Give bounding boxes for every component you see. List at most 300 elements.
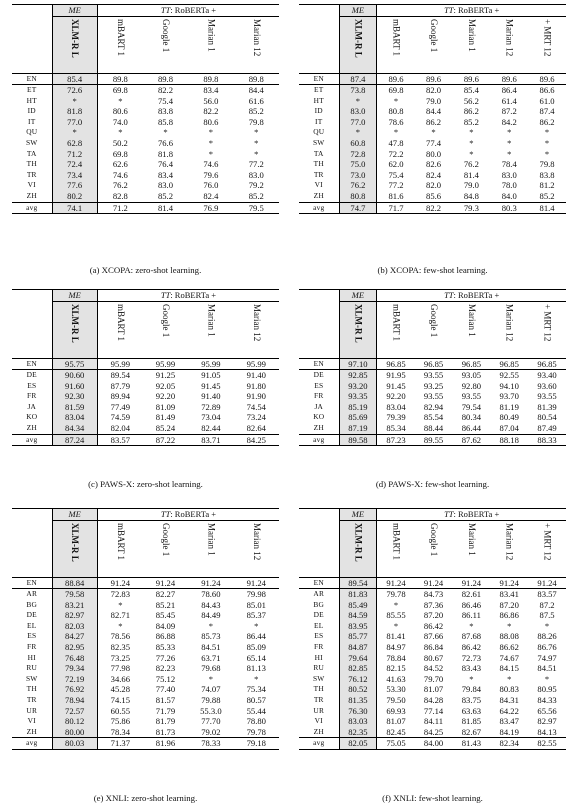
table-row xyxy=(12,73,279,85)
score-cell: 80.8 xyxy=(377,106,415,117)
score-cell: 91.24 xyxy=(188,577,233,589)
score-cell: 92.55 xyxy=(490,370,528,381)
score-cell: 85.6 xyxy=(426,191,442,202)
column-header xyxy=(234,521,279,578)
language-cell: UR xyxy=(313,705,325,715)
score-cell: 91.90 xyxy=(246,391,266,402)
score-cell: 91.24 xyxy=(415,577,453,589)
score-cell: 47.8 xyxy=(377,138,415,149)
table-row xyxy=(299,106,566,117)
header-tt xyxy=(377,290,566,302)
score-cell: 82.6 xyxy=(426,159,442,170)
average-cell: 79.5 xyxy=(234,202,279,214)
score-cell: 77.49 xyxy=(97,402,142,413)
language-cell: FR xyxy=(27,642,37,652)
score-cell: 53.30 xyxy=(377,684,415,695)
average-cell: 84.25 xyxy=(234,434,279,446)
score-cell: 85.49 xyxy=(339,600,377,611)
score-cell: 82.97 xyxy=(537,716,557,727)
score-cell: 94.10 xyxy=(499,380,519,391)
score-cell: 86.11 xyxy=(461,610,481,621)
score-cell: 89.8 xyxy=(188,73,233,85)
column-header-label: XLM-R L xyxy=(353,304,364,343)
average-cell: 87.62 xyxy=(452,434,490,446)
score-cell: 83.03 xyxy=(339,716,377,727)
average-cell: 80.03 xyxy=(52,738,97,750)
score-cell: 79.68 xyxy=(201,663,221,674)
score-cell: 63.71 xyxy=(201,652,221,663)
header-tt xyxy=(97,5,279,17)
average-cell: 88.18 xyxy=(490,434,528,446)
header-tt-label: TT xyxy=(160,509,171,519)
column-header xyxy=(188,521,233,578)
column-header xyxy=(234,17,279,74)
average-cell: 75.05 xyxy=(377,738,415,750)
table-row xyxy=(12,631,279,642)
score-cell: 72.6 xyxy=(52,85,97,96)
column-header-label: Marian 1 xyxy=(206,523,217,556)
score-cell: * xyxy=(254,138,259,149)
score-cell: 82.64 xyxy=(246,423,266,434)
score-cell: 89.8 xyxy=(97,73,142,85)
caption-xnli-few-shot: (f) XNLI: few-shot learning. xyxy=(382,793,483,803)
header-blank xyxy=(12,5,52,17)
language-cell: BG xyxy=(26,599,38,609)
score-cell: 74.59 xyxy=(97,412,142,423)
score-cell: 55.44 xyxy=(246,705,266,716)
table-row xyxy=(299,600,566,611)
score-cell: 79.2 xyxy=(248,180,264,191)
score-cell: 89.8 xyxy=(234,73,279,85)
language-cell: TH xyxy=(313,159,324,169)
score-cell: 79.84 xyxy=(461,684,482,695)
score-cell: 96.85 xyxy=(528,358,566,370)
score-cell: 78.84 xyxy=(377,653,415,664)
column-header-label: Marian 12 xyxy=(251,523,262,561)
language-cell: FR xyxy=(314,391,324,401)
score-cell: 96.85 xyxy=(415,358,453,370)
average-cell: 81.96 xyxy=(143,738,188,750)
average-cell: 82.55 xyxy=(528,738,566,750)
score-cell: 81.57 xyxy=(155,695,176,706)
column-header-label: Google 1 xyxy=(160,523,171,557)
score-cell: 84.27 xyxy=(52,631,97,642)
score-cell: 91.24 xyxy=(452,577,490,589)
table-row xyxy=(299,358,566,370)
score-cell: 80.12 xyxy=(52,716,97,727)
score-cell: 81.35 xyxy=(339,695,377,706)
column-header xyxy=(143,17,188,74)
average-row xyxy=(12,738,279,750)
score-cell: 92.05 xyxy=(155,380,176,391)
language-cell: ES xyxy=(27,631,37,641)
column-header-label: Marian 1 xyxy=(206,19,217,52)
score-cell: 83.41 xyxy=(490,589,528,600)
score-cell: 91.40 xyxy=(201,391,221,402)
score-cell: 75.0 xyxy=(339,159,377,170)
score-cell: 60.8 xyxy=(339,138,377,149)
average-cell: 88.33 xyxy=(528,434,566,446)
table-row xyxy=(299,727,566,738)
table-row xyxy=(12,716,279,727)
score-cell: 91.24 xyxy=(143,577,188,589)
score-cell: * xyxy=(97,127,142,138)
language-cell: BG xyxy=(313,599,325,609)
table-row xyxy=(299,85,566,96)
score-cell: 81.59 xyxy=(52,402,97,413)
table-row xyxy=(299,577,566,589)
score-cell: * xyxy=(377,600,415,611)
language-cell: ZH xyxy=(26,726,37,736)
table-row xyxy=(12,674,279,685)
score-cell: 81.83 xyxy=(339,589,377,600)
score-cell: 93.55 xyxy=(461,391,482,402)
score-cell: 83.04 xyxy=(377,402,415,413)
score-cell: 81.85 xyxy=(461,716,482,727)
column-header-label: Marian 1 xyxy=(466,523,477,556)
score-cell: 81.8 xyxy=(157,148,173,159)
average-cell: 84.00 xyxy=(415,738,453,750)
score-cell: 86.2 xyxy=(463,106,479,117)
language-cell: TR xyxy=(313,695,324,705)
language-cell: EN xyxy=(299,358,339,370)
table-row xyxy=(12,695,279,706)
score-cell: 75.12 xyxy=(155,673,176,684)
column-header xyxy=(52,17,97,74)
table-row xyxy=(299,653,566,664)
column-header xyxy=(339,521,377,578)
table-row xyxy=(299,402,566,413)
column-header-blank xyxy=(299,521,339,578)
language-cell: EN xyxy=(12,73,52,85)
score-cell: 76.2 xyxy=(463,159,479,170)
score-cell: 81.19 xyxy=(499,401,519,412)
score-cell: 45.28 xyxy=(97,684,142,695)
column-header-label: Marian 12 xyxy=(504,523,515,561)
language-cell: DE xyxy=(299,370,339,381)
score-cell: 84.15 xyxy=(499,663,519,674)
score-cell: 83.0 xyxy=(501,169,517,180)
score-cell: 82.97 xyxy=(52,610,97,621)
table-row xyxy=(12,117,279,128)
language-cell: ZH xyxy=(313,423,324,433)
column-header-label: Marian 1 xyxy=(206,304,217,337)
score-cell: * xyxy=(208,673,214,684)
column-header xyxy=(528,17,566,74)
score-cell: 89.8 xyxy=(143,73,188,85)
score-cell: 81.8 xyxy=(52,106,97,117)
average-label: avg xyxy=(12,202,52,214)
score-cell: 86.4 xyxy=(490,85,528,96)
language-cell: HT xyxy=(26,95,37,105)
score-cell: 85.19 xyxy=(339,402,377,413)
language-cell: SW xyxy=(26,138,38,148)
column-header xyxy=(415,521,453,578)
language-cell: ET xyxy=(12,85,52,96)
table-row xyxy=(12,381,279,392)
score-cell: 78.60 xyxy=(188,589,233,600)
average-cell: 80.3 xyxy=(490,202,528,214)
score-cell: 84.73 xyxy=(415,589,453,600)
average-cell: 87.24 xyxy=(52,434,97,446)
score-cell: 84.52 xyxy=(423,663,444,674)
language-cell: TH xyxy=(26,159,37,169)
score-cell: 95.99 xyxy=(143,358,188,370)
column-header xyxy=(528,302,566,359)
score-cell: 85.69 xyxy=(339,412,377,423)
column-header-label: Marian 12 xyxy=(504,19,515,57)
average-row xyxy=(12,202,279,214)
score-cell: 82.45 xyxy=(377,727,415,738)
language-cell: QU xyxy=(26,127,38,137)
score-cell: 75.86 xyxy=(97,716,142,727)
score-cell: 93.40 xyxy=(528,370,566,381)
score-cell: 77.0 xyxy=(339,117,377,128)
score-cell: * xyxy=(208,148,214,159)
score-cell: 72.83 xyxy=(97,589,142,600)
caption-pawsx-zero-shot: (c) PAWS-X: zero-shot learning. xyxy=(88,479,203,489)
average-cell: 87.22 xyxy=(143,434,188,446)
column-header xyxy=(415,17,453,74)
column-header-label: Marian 1 xyxy=(466,19,477,52)
language-cell: TR xyxy=(313,169,324,179)
average-cell: 71.7 xyxy=(377,202,415,214)
average-cell: 89.58 xyxy=(339,434,377,446)
score-cell: 88.44 xyxy=(423,423,444,434)
score-cell: * xyxy=(469,673,474,684)
score-cell: 80.2 xyxy=(52,191,97,202)
score-cell: 91.24 xyxy=(528,577,566,589)
table-row xyxy=(299,706,566,717)
score-cell: 91.45 xyxy=(201,380,221,391)
header-tt xyxy=(377,509,566,521)
score-cell: 81.79 xyxy=(155,716,176,727)
average-cell: 83.71 xyxy=(188,434,233,446)
language-cell: KO xyxy=(313,412,325,422)
score-cell: 87.20 xyxy=(423,610,444,621)
score-cell: 87.20 xyxy=(499,599,519,610)
table-xcopa-zero-shot xyxy=(12,4,279,214)
score-cell: 74.15 xyxy=(97,695,142,706)
score-cell: 82.2 xyxy=(143,85,188,96)
score-cell: 83.47 xyxy=(499,716,519,727)
score-cell: * xyxy=(97,96,142,107)
score-cell: 80.6 xyxy=(203,116,219,127)
score-cell: 84.2 xyxy=(501,116,517,127)
score-cell: 80.8 xyxy=(339,191,377,202)
score-cell: * xyxy=(544,620,550,631)
table-row xyxy=(12,149,279,160)
score-cell: 85.45 xyxy=(155,610,176,621)
score-cell: 89.6 xyxy=(490,73,528,85)
score-cell: 85.34 xyxy=(377,423,415,434)
score-cell: 82.0 xyxy=(415,85,453,96)
score-cell: * xyxy=(208,138,214,149)
header-blank xyxy=(12,509,52,521)
score-cell: 79.0 xyxy=(426,95,442,106)
score-cell: 79.78 xyxy=(377,589,415,600)
average-cell: 79.3 xyxy=(452,202,490,214)
average-cell: 76.9 xyxy=(188,202,233,214)
column-header xyxy=(52,302,97,359)
score-cell: 74.97 xyxy=(537,652,557,663)
score-cell: 96.85 xyxy=(490,358,528,370)
score-cell: 82.2 xyxy=(203,106,219,117)
header-me: ME xyxy=(52,5,97,17)
header-me: ME xyxy=(339,509,377,521)
score-cell: 80.57 xyxy=(246,695,266,706)
score-cell: 69.93 xyxy=(377,706,415,717)
score-cell: 82.35 xyxy=(339,727,377,738)
column-header xyxy=(143,302,188,359)
results-table xyxy=(12,289,279,446)
score-cell: 83.95 xyxy=(339,621,377,632)
score-cell: * xyxy=(544,127,550,138)
header-tt-label: TT xyxy=(160,290,171,300)
score-cell: 85.01 xyxy=(246,599,266,610)
score-cell: 84.28 xyxy=(423,695,444,706)
score-cell: 87.19 xyxy=(339,423,377,434)
average-label: avg xyxy=(299,738,339,750)
score-cell: 81.2 xyxy=(539,180,555,191)
score-cell: 84.0 xyxy=(501,191,517,202)
column-header-label: + MRT 12 xyxy=(542,523,553,561)
header-tt-label: TT xyxy=(444,290,454,300)
score-cell: * xyxy=(469,138,474,149)
score-cell: 85.21 xyxy=(155,599,176,610)
language-cell: TA xyxy=(26,148,37,158)
caption-xnli-zero-shot: (e) XNLI: zero-shot learning. xyxy=(93,793,198,803)
score-cell: 82.85 xyxy=(339,663,377,674)
score-cell: 85.37 xyxy=(246,610,266,621)
score-cell: 89.54 xyxy=(97,370,142,381)
column-header-blank xyxy=(12,521,52,578)
score-cell: 86.84 xyxy=(423,642,444,653)
column-header-label: mBART 1 xyxy=(391,304,402,342)
average-cell: 82.2 xyxy=(415,202,453,214)
score-cell: 75.4 xyxy=(377,170,415,181)
score-cell: 73.25 xyxy=(97,653,142,664)
score-cell: 85.2 xyxy=(463,116,479,127)
score-cell: * xyxy=(507,127,512,138)
table-row xyxy=(299,170,566,181)
score-cell: 89.6 xyxy=(452,73,490,85)
header-tt xyxy=(97,509,279,521)
score-cell: 92.20 xyxy=(377,391,415,402)
score-cell: 79.6 xyxy=(203,169,219,180)
score-cell: 91.40 xyxy=(234,370,279,381)
score-cell: 79.8 xyxy=(248,116,264,127)
score-cell: 84.51 xyxy=(201,642,221,653)
score-cell: 85.09 xyxy=(246,642,266,653)
language-cell: FR xyxy=(314,642,324,652)
column-header-blank xyxy=(299,17,339,74)
score-cell: * xyxy=(431,127,436,138)
language-cell: EN xyxy=(12,577,52,589)
language-cell: DE xyxy=(313,610,324,620)
average-cell: 87.23 xyxy=(377,434,415,446)
score-cell: 81.49 xyxy=(155,412,176,423)
average-cell: 81.4 xyxy=(143,202,188,214)
table-row xyxy=(12,621,279,632)
average-cell: 74.7 xyxy=(339,202,377,214)
score-cell: 92.20 xyxy=(155,391,176,402)
table-xnli-few-shot xyxy=(299,508,566,750)
average-cell: 78.33 xyxy=(188,738,233,750)
score-cell: 91.45 xyxy=(377,381,415,392)
score-cell: 86.2 xyxy=(426,116,442,127)
score-cell: 72.57 xyxy=(52,706,97,717)
language-cell: VI xyxy=(314,180,323,190)
score-cell: 78.80 xyxy=(246,716,266,727)
score-cell: 85.2 xyxy=(248,106,264,117)
language-cell: KO xyxy=(26,412,38,422)
score-cell: 76.48 xyxy=(52,653,97,664)
score-cell: 87.04 xyxy=(499,423,519,434)
language-cell: DE xyxy=(12,370,52,381)
score-cell: 86.44 xyxy=(246,631,266,642)
column-header-label: Google 1 xyxy=(160,19,171,53)
score-cell: 93.20 xyxy=(339,381,377,392)
score-cell: 88.84 xyxy=(52,577,97,589)
language-cell: FR xyxy=(27,391,37,401)
column-header xyxy=(452,521,490,578)
score-cell: 89.94 xyxy=(97,391,142,402)
score-cell: 83.75 xyxy=(461,695,482,706)
score-cell: 91.80 xyxy=(246,380,266,391)
score-cell: 71.2 xyxy=(52,149,97,160)
score-cell: * xyxy=(507,620,512,631)
score-cell: 82.8 xyxy=(97,191,142,202)
column-header-label: XLM-R L xyxy=(70,523,81,562)
score-cell: 77.2 xyxy=(248,159,264,170)
score-cell: 78.6 xyxy=(377,117,415,128)
column-header-label: Google 1 xyxy=(429,523,440,557)
column-header-label: XLM-R L xyxy=(353,523,364,562)
score-cell: 80.49 xyxy=(499,412,519,423)
score-cell: 87.66 xyxy=(423,631,444,642)
score-cell: 80.83 xyxy=(499,684,519,695)
score-cell: 93.70 xyxy=(499,391,519,402)
table-row xyxy=(299,149,566,160)
language-cell: ES xyxy=(27,380,37,390)
score-cell: 72.2 xyxy=(377,149,415,160)
language-cell: QU xyxy=(313,127,325,137)
score-cell: * xyxy=(544,673,550,684)
column-header xyxy=(52,521,97,578)
score-cell: 85.77 xyxy=(339,631,377,642)
column-header xyxy=(97,521,142,578)
language-cell: IT xyxy=(28,116,36,126)
score-cell: 77.6 xyxy=(52,180,97,191)
score-cell: 86.6 xyxy=(528,85,566,96)
score-cell: 83.57 xyxy=(528,589,566,600)
header-blank xyxy=(12,290,52,302)
score-cell: 82.27 xyxy=(143,589,188,600)
score-cell: 78.0 xyxy=(501,180,517,191)
column-header-label: Marian 12 xyxy=(251,304,262,342)
language-cell: HI xyxy=(314,652,323,662)
table-row xyxy=(299,642,566,653)
average-row xyxy=(299,434,566,446)
score-cell: 83.8 xyxy=(157,106,173,117)
score-cell: * xyxy=(469,127,474,138)
score-cell: 79.50 xyxy=(377,695,415,706)
language-cell: TR xyxy=(26,169,37,179)
score-cell: 62.6 xyxy=(97,159,142,170)
score-cell: 85.24 xyxy=(155,423,176,434)
score-cell: 82.4 xyxy=(203,191,219,202)
